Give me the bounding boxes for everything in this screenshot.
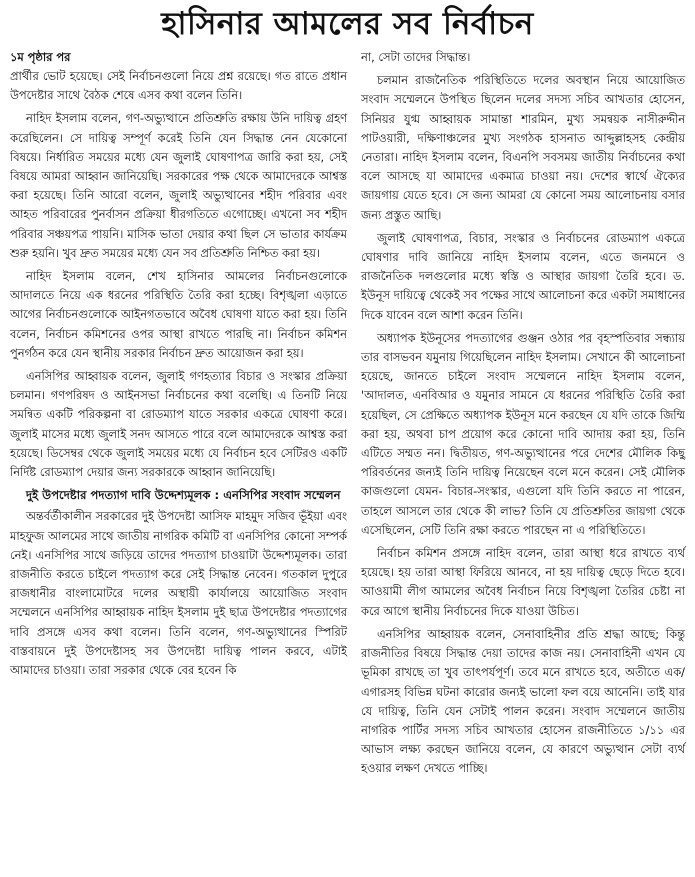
article-paragraph: না, সেটা তাদের সিদ্ধান্ত। bbox=[361, 50, 471, 64]
jump-label: ১ম পৃষ্ঠার পর bbox=[10, 50, 71, 64]
right-column bbox=[361, 48, 685, 783]
article-paragraph: প্রার্থীর ভোট হয়েছে। সেই নির্বাচনগুলো নিয়ে প্রশ্ন রয়েছে। গত রাতে প্রধান উপদেষ্টার সাথে বৈঠক শেষে এসব কথা বলেন তিনি। bbox=[10, 69, 347, 103]
article-paragraph: নাহিদ ইসলাম বলেন, গণ-অভ্যুত্থানে প্রতিশ্রুতি রক্ষায় উনি দায়িত্ব গ্রহণ করেছিলেন। সে দায়িত্ব সম্পূর্ণ করেই তিনি যেন সিদ্ধান্ত নেন যেকোনো বিষয়ে। নির্ধারিত সময়ের মধ্যে যেন জুলাই ঘোষণাপত্র জারি করা হয়, সেই বিষয়ে আমরা আহ্বান জানিয়েছি। সরকারের পক্ষ থেকে আমাদেরকে আশ্বস্ত করা হয়েছে। তিনি আরো বলেন, জুলাই অভ্যুত্থানের শহীদ পরিবার এবং আহত পরিবারের পুনর্বাসন প্রক্রিয়া ধীরগতিতে এগোচ্ছে। এখনো সব শহীদ পরিবার সঞ্চয়পত্র পায়নি। মাসিক ভাতা দেয়ার কথা ছিল সে ভাতার কার্যক্রম শুরু হয়নি। খুব দ্রুত সময়ের মধ্যে যেন সব প্রতিশ্রুতি নিশ্চিত করা হয়। bbox=[10, 111, 347, 260]
article-paragraph: এনসিপির আহ্বায়ক বলেন, সেনাবাহিনীর প্রতি শ্রদ্ধা আছে; কিন্তু রাজনীতির বিষয়ে সিদ্ধান্ত দেয়া তাদের কাজ নয়। সেনাবাহিনী এখন যে ভূমিকা রাখছে তা খুব তাৎপর্যপূর্ণ। তবে মনে রাখতে হবে, অতীতে এক/এগারসহ বিভিন্ন ঘটনা কারোর জন্যই ভালো ফল বয়ে আনেনি। তাই যার যে দায়িত্ব, তিনি যেন সেটাই পালন করেন। সংবাদ সম্মেলনে জাতীয় নাগরিক পার্টির সদস্য সচিব আখতার হোসেন রাজনীতিতে ১/১১ এর আভাস লক্ষ্য করছেন জানিয়ে বলেন, যে কারণে অভ্যুত্থান সেটা ব্যর্থ হওয়ার লক্ষণ দেখতে পাচ্ছি। bbox=[361, 626, 685, 776]
article-columns bbox=[10, 48, 685, 783]
article-paragraph: জুলাই ঘোষণাপত্র, বিচার, সংস্কার ও নির্বাচনের রোডম্যাপ একত্রে ঘোষণার দাবি জানিয়ে নাহিদ ইসলাম বলেন, এতে জনমনে ও রাজনৈতিক দলগুলোর মধ্যে স্বস্তি ও আস্থার জায়গা তৈরি হবে। ড. ইউনূস দায়িত্বে থেকেই সব পক্ষের সাথে আলোচনা করে একটা সমাধানের দিকে যাবেন বলে আশা করেন তিনি। bbox=[361, 230, 685, 322]
article-paragraph: নির্বাচন কমিশন প্রসঙ্গে নাহিদ বলেন, তারা আস্থা ধরে রাখতে ব্যর্থ হয়েছে। হয় তারা আস্থা ফিরিয়ে আনবে, না হয় দায়িত্ব ছেড়ে দিতে হবে। আওয়ামী লীগ আমলের অবৈধ নির্বাচন নিয়ে বিশৃঙ্খলা তৈরির চেষ্টা না করে আগে স্থানীয় নির্বাচনের দিকে যাওয়া উচিত। bbox=[361, 546, 685, 618]
article-paragraph: অধ্যাপক ইউনূসের পদত্যাগের গুঞ্জন ওঠার পর বৃহস্পতিবার সন্ধ্যায় তার বাসভবন যমুনায় গিয়েছিলেন নাহিদ ইসলাম। সেখানে কী আলোচনা হয়েছে, জানতে চাইলে সংবাদ সম্মেলনে নাহিদ ইসলাম বলেন, 'আদালত, এনবিআর ও যমুনার সামনে যে ধরনের পরিস্থিতি তৈরি করা হয়েছিল, সে প্রেক্ষিতে অধ্যাপক ইউনূস মনে করছেন যে যদি তাকে জিম্মি করা হয়, অথবা চাপ প্রয়োগ করে কোনো দাবি আদায় করা হয়, তিনি এটিতে সম্মত নন। দ্বিতীয়ত, গণ-অভ্যুত্থানের পরে দেশের মৌলিক কিছু পরিবর্তনের জন্যই তিনি দায়িত্ব নিয়েছেন বলে মনে করেন। সেই মৌলিক কাজগুলো যেমন- বিচার-সংস্কার, এগুলো যদি তিনি করতে না পারেন, তাহলে আসলে তার থেকে কী লাভ? তিনি যে প্রতিশ্রুতির জায়গা থেকে এসেছিলেন, সেটি তিনি রক্ষা করতে পারছেন না এ পরিস্থিতিতে। bbox=[361, 330, 685, 537]
article-headline: হাসিনার আমলের সব নির্বাচন bbox=[161, 6, 534, 42]
article-paragraph: এনসিপির আহ্বায়ক বলেন, জুলাই গণহত্যার বিচার ও সংস্কার প্রক্রিয়া চলমান। গণপরিষদ ও আইনসভা নির্বাচনের কথা বলেছি। এ তিনটি নিয়ে সমন্বিত একটি পরিকল্পনা বা রোডম্যাপ যাতে সরকার একত্রে ঘোষণা করে। জুলাই মাসের মধ্যে জুলাই সনদ আসতে পারে বলে আমাদেরকে আশ্বস্ত করা হয়েছে। ডিসেম্বর থেকে জুলাই সময়ের মধ্যে যে নির্বাচন হবে সেটিরও একটি নির্দিষ্ট রোডম্যাপ দেয়ার জন্য সরকারকে আহ্বান জানিয়েছি। bbox=[10, 369, 347, 480]
left-column bbox=[10, 48, 347, 783]
article-paragraph: নাহিদ ইসলাম বলেন, শেখ হাসিনার আমলের নির্বাচনগুলোকে আদালতে নিয়ে এক ধরনের পরিস্থিতি তৈরি করা হচ্ছে। বিশৃঙ্খলা এড়াতে আগের নির্বাচনগুলোকে আইনগতভাবে অবৈধ ঘোষণা যাতে করা হয়। তিনি বলেন, নির্বাচন কমিশনের ওপর আস্থা রাখতে পারছি না। নির্বাচন কমিশন পুনর্গঠন করে যেন স্থানীয় সরকার নির্বাচন দ্রুত আয়োজন করা হয়। bbox=[10, 269, 347, 360]
article-subhead: দুই উপদেষ্টার পদত্যাগ দাবি উদ্দেশ্যমূলক : এনসিপির সংবাদ সম্মেলন bbox=[26, 488, 341, 503]
article-paragraph: অন্তর্বর্তীকালীন সরকারের দুই উপদেষ্টা আসিফ মাহমুদ সজিব ভূঁইয়া এবং মাহফুজ আলমের সাথে জাতীয় নাগরিক কমিটি বা এনসিপির কোনো সম্পর্ক নেই। এনসিপির সাথে জড়িয়ে তাদের পদত্যাগ চাওয়াটা উদ্দেশ্যমূলক। তারা রাজনীতি করতে চাইলে পদত্যাগ করে সেই সিদ্ধান্ত নেবেন। গতকাল দুপুরে রাজধানীর বাংলামোটরে দলের অস্থায়ী কার্যালয়ে আয়োজিত সংবাদ সম্মেলনে এনসিপির আহ্বায়ক নাহিদ ইসলাম দুই ছাত্র উপদেষ্টার পদত্যাগের দাবি প্রসঙ্গে এসব কথা বলেন। তিনি বলেন, গণ-অভ্যুত্থানের স্পিরিট বাস্তবায়নে দুই উপদেষ্টাসহ সব উপদেষ্টা দায়িত্ব পালন করবে, এটাই আমাদের চাওয়া। তারা সরকার থেকে বের হবেন কি bbox=[10, 509, 347, 678]
article-paragraph: চলমান রাজনৈতিক পরিস্থিতিতে দলের অবস্থান নিয়ে আয়োজিত সংবাদ সম্মেলনে উপস্থিত ছিলেন দলের সদস্য সচিব আখতার হোসেন, সিনিয়র যুগ্ম আহ্বায়ক সামান্তা শারমিন, মুখ্য সমন্বয়ক নাসীরুদ্দীন পাটওয়ারী, দক্ষিণাঞ্চলের মুখ্য সংগঠক হাসনাত আব্দুল্লাহসহ কেন্দ্রীয় নেতারা। নাহিদ ইসলাম বলেন, বিএনপি সবসময় জাতীয় নির্বাচনের কথা বলে আসছে যা আমাদের একমাত্র চাওয়া নয়। দেশের স্বার্থে ঐক্যের জায়গায় যেতে হবে। সে জন্য আমরা যে কোনো সময় আলোচনায় বসার জন্য প্রস্তুত আছি। bbox=[361, 73, 685, 222]
